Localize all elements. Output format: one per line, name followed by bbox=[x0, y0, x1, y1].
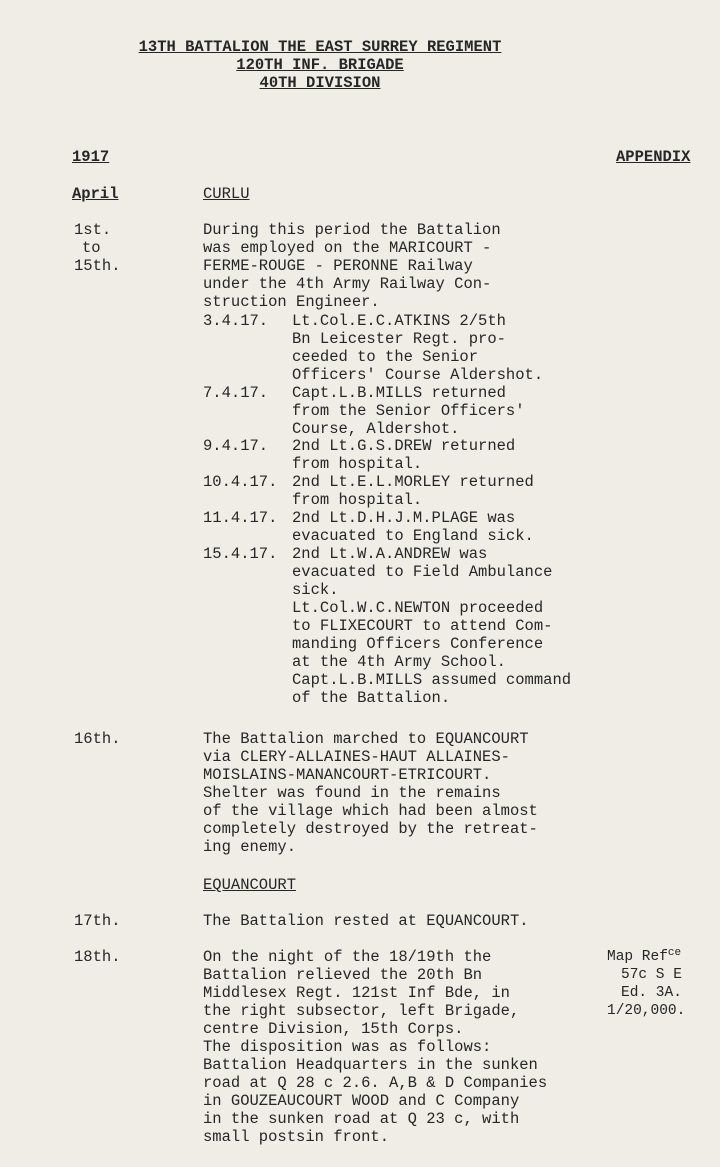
map-ref-edition: Ed. 3A. bbox=[621, 985, 682, 1001]
entry-18th-text bbox=[203, 948, 547, 1146]
sub-entry-text bbox=[292, 384, 525, 438]
sub-entry-date: 7.4.17. bbox=[203, 384, 269, 402]
text-line: Lt.Col.E.C.ATKINS 2/5th bbox=[292, 312, 506, 330]
text-line: of the village which had been almost bbox=[203, 802, 538, 820]
sub-entry-date: 11.4.17. bbox=[203, 509, 278, 527]
text-line: under the 4th Army Railway Con- bbox=[203, 275, 492, 293]
text-line: completely destroyed by the retreat- bbox=[203, 820, 538, 838]
sub-entry-date: 15.4.17. bbox=[203, 545, 278, 563]
map-ref-label bbox=[607, 948, 685, 966]
text-line: 2nd Lt.D.H.J.M.PLAGE was bbox=[292, 509, 516, 527]
period-to: 15th. bbox=[74, 257, 121, 275]
text-line: The Battalion marched to EQUANCOURT bbox=[203, 730, 529, 748]
text-line: at the 4th Army School. bbox=[292, 653, 506, 671]
map-ref-sheet: 57c S E bbox=[621, 967, 682, 983]
period-text bbox=[203, 221, 501, 311]
text-line: road at Q 28 c 2.6. A,B & D Companies bbox=[203, 1074, 548, 1092]
text-line: During this period the Battalion bbox=[203, 221, 501, 239]
text-line: Battalion Headquarters in the sunken bbox=[203, 1056, 538, 1074]
text-line: from hospital. bbox=[292, 455, 423, 473]
text-line: sick. bbox=[292, 581, 339, 599]
entry-date-17th: 17th. bbox=[74, 912, 121, 930]
text-line: Course, Aldershot. bbox=[292, 420, 460, 438]
map-reference bbox=[607, 948, 685, 1020]
text-line: the right subsector, left Brigade, bbox=[203, 1002, 520, 1020]
header-battalion: 13TH BATTALION THE EAST SURREY REGIMENT bbox=[138, 38, 502, 56]
text-line: was employed on the MARICOURT - bbox=[203, 239, 492, 257]
text-line: Officers' Course Aldershot. bbox=[292, 366, 544, 384]
text-line: MOISLAINS-MANANCOURT-ETRICOURT. bbox=[203, 766, 492, 784]
text-line: in GOUZEAUCOURT WOOD and C Company bbox=[203, 1092, 520, 1110]
sub-entry-date: 9.4.17. bbox=[203, 437, 269, 455]
entry-16th-text bbox=[203, 730, 538, 856]
appendix-heading: APPENDIX bbox=[616, 148, 691, 166]
sub-entry-text bbox=[292, 473, 534, 509]
text-line: 2nd Lt.E.L.MORLEY returned bbox=[292, 473, 534, 491]
text-line: 2nd Lt.W.A.ANDREW was bbox=[292, 545, 488, 563]
sub-entry-text bbox=[292, 545, 571, 707]
map-ref-label-text: Map Ref bbox=[607, 949, 668, 965]
sub-entry-text bbox=[292, 509, 534, 545]
sub-entry-text bbox=[292, 437, 515, 473]
map-ref-scale: 1/20,000. bbox=[607, 1003, 686, 1019]
header-brigade: 120TH INF. BRIGADE bbox=[236, 56, 404, 74]
location-equancourt: EQUANCOURT bbox=[203, 876, 297, 894]
text-line: FERME-ROUGE - PERONNE Railway bbox=[203, 257, 473, 275]
text-line: small postsin front. bbox=[203, 1128, 390, 1146]
text-line: Capt.L.B.MILLS returned bbox=[292, 384, 506, 402]
location-curlu: CURLU bbox=[203, 185, 250, 203]
text-line: Battalion relieved the 20th Bn bbox=[203, 966, 483, 984]
entry-date-16th: 16th. bbox=[74, 730, 121, 748]
text-line: Capt.L.B.MILLS assumed command bbox=[292, 671, 572, 689]
text-line: from the Senior Officers' bbox=[292, 402, 525, 420]
map-ref-label-sup: ce bbox=[667, 947, 682, 959]
text-line: centre Division, 15th Corps. bbox=[203, 1020, 464, 1038]
text-line: Lt.Col.W.C.NEWTON proceeded bbox=[292, 599, 544, 617]
text-line: Shelter was found in the remains bbox=[203, 784, 501, 802]
sub-entry-date: 3.4.17. bbox=[203, 312, 269, 330]
text-line: Bn Leicester Regt. pro- bbox=[292, 330, 506, 348]
month-heading: April bbox=[72, 185, 119, 203]
text-line: in the sunken road at Q 23 c, with bbox=[203, 1110, 520, 1128]
year-heading: 1917 bbox=[72, 148, 110, 166]
text-line: of the Battalion. bbox=[292, 689, 451, 707]
text-line: via CLERY-ALLAINES-HAUT ALLAINES- bbox=[203, 748, 510, 766]
text-line: The disposition was as follows: bbox=[203, 1038, 492, 1056]
text-line: evacuated to Field Ambulance bbox=[292, 563, 553, 581]
period-to-word: to bbox=[82, 239, 101, 257]
sub-entry-date: 10.4.17. bbox=[203, 473, 278, 491]
text-line: to FLIXECOURT to attend Com- bbox=[292, 617, 553, 635]
text-line: ceeded to the Senior bbox=[292, 348, 479, 366]
text-line: 2nd Lt.G.S.DREW returned bbox=[292, 437, 516, 455]
entry-17th-text: The Battalion rested at EQUANCOURT. bbox=[203, 912, 529, 930]
text-line: Middlesex Regt. 121st Inf Bde, in bbox=[203, 984, 510, 1002]
header-division: 40TH DIVISION bbox=[259, 74, 381, 92]
period-from: 1st. bbox=[74, 221, 112, 239]
text-line: On the night of the 18/19th the bbox=[203, 948, 492, 966]
text-line: struction Engineer. bbox=[203, 293, 380, 311]
entry-date-18th: 18th. bbox=[74, 948, 121, 966]
text-line: evacuated to England sick. bbox=[292, 527, 534, 545]
text-line: ing enemy. bbox=[203, 838, 297, 856]
text-line: from hospital. bbox=[292, 491, 423, 509]
sub-entry-text bbox=[292, 312, 543, 384]
text-line: manding Officers Conference bbox=[292, 635, 544, 653]
